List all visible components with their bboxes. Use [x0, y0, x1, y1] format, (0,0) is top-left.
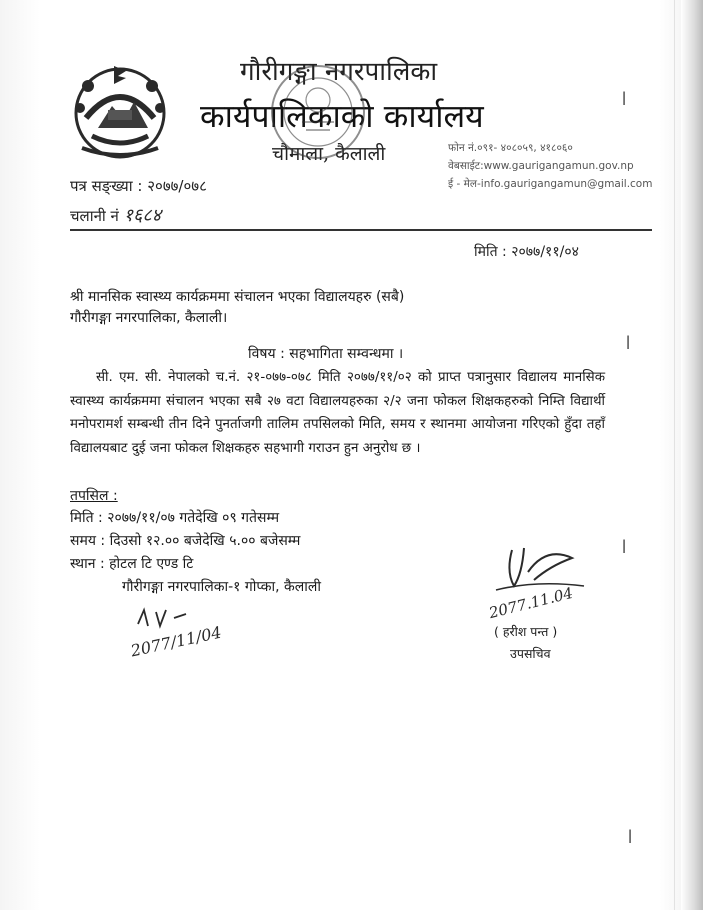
schedule-date: मिति : २०७७/११/०७ गतेदेखि ०९ गतेसम्म [70, 510, 280, 526]
scan-mark: ǀ [628, 828, 633, 844]
dispatch-number-handwritten: १६८४ [123, 205, 162, 226]
municipality-name: गौरीगङ्गा नगरपालिका [240, 57, 438, 87]
letter-body: सी. एम. सी. नेपालको च.नं. २१-०७७-०७८ मिति २०७७/११/०२ को प्राप्त पत्रानुसार विद्यालय मानसिक स्वास्थ्य कार्यक्रममा संचालन भएका सबै २७ वटा विद्यालयहरुका २/२ जना फोकल शिक्षकहरुको निम्ति विद्यार्थी मनोपरामर्श सम्बन्धी तीन दिने पुनर्ताजगी तालिम तपसिलको मिति, समय र स्थानमा आयोजना गरिएको हुँदा तहाँ विद्यालयबाट दुई जना फोकल शिक्षकहरु सहभागी गराउन हुन अनुरोध छ । [70, 370, 605, 457]
signatory-title: उपसचिव [510, 646, 551, 661]
schedule-heading: तपसिल : [70, 488, 118, 504]
page-edge-line [674, 0, 675, 910]
page-edge-shadow [681, 0, 703, 910]
addressee-line-1: श्री मानसिक स्वास्थ्य कार्यक्रममा संचालन भएका विद्यालयहरु (सबै) [70, 289, 405, 305]
office-address: चौमाला, कैलाली [272, 143, 386, 165]
scan-mark: ǀ [622, 538, 627, 554]
header-divider [70, 229, 652, 231]
nepal-emblem-icon [68, 58, 172, 162]
contact-website: वेबसाईट:www.gaurigangamun.gov.np [448, 160, 634, 172]
left-date-handwritten: 2077/11/04 [129, 622, 224, 661]
addressee-line-2: गौरीगङ्गा नगरपालिका, कैलाली। [70, 310, 228, 326]
signatory-name: ( हरीश पन्त ) [494, 624, 558, 639]
contact-email: ई - मेल-info.gaurigangamun@gmail.com [448, 178, 653, 190]
schedule-place-address: गौरीगङ्गा नगरपालिका-१ गोप्का, कैलाली [122, 579, 321, 595]
letter-number-label: पत्र सङ्ख्या : [70, 177, 143, 195]
scan-mark: ǀ [626, 334, 631, 350]
scan-mark: ǀ [622, 90, 627, 106]
letter-number [70, 176, 207, 196]
signature-date-handwritten: 2077.11.04 [487, 583, 575, 623]
contact-phone: फोन नं.०९१- ४०८०५९, ४१८०६० [448, 142, 573, 154]
office-name: कार्यपालिकाको कार्यालय [200, 97, 484, 135]
letter-subject: विषय : सहभागिता सम्वन्धमा । [248, 346, 404, 362]
letter-number-value: २०७७/०७८ [147, 177, 207, 195]
schedule-place: स्थान : होटल टि एण्ड टि [70, 556, 194, 572]
dispatch-number-label: चलानी नं [70, 207, 119, 225]
dispatch-number [70, 203, 161, 227]
schedule-time: समय : दिउसो १२.०० बजेदेखि ५.०० बजेसम्म [70, 533, 301, 549]
office-stamp-icon [262, 60, 374, 164]
letter-date: मिति : २०७७/११/०४ [474, 244, 579, 260]
